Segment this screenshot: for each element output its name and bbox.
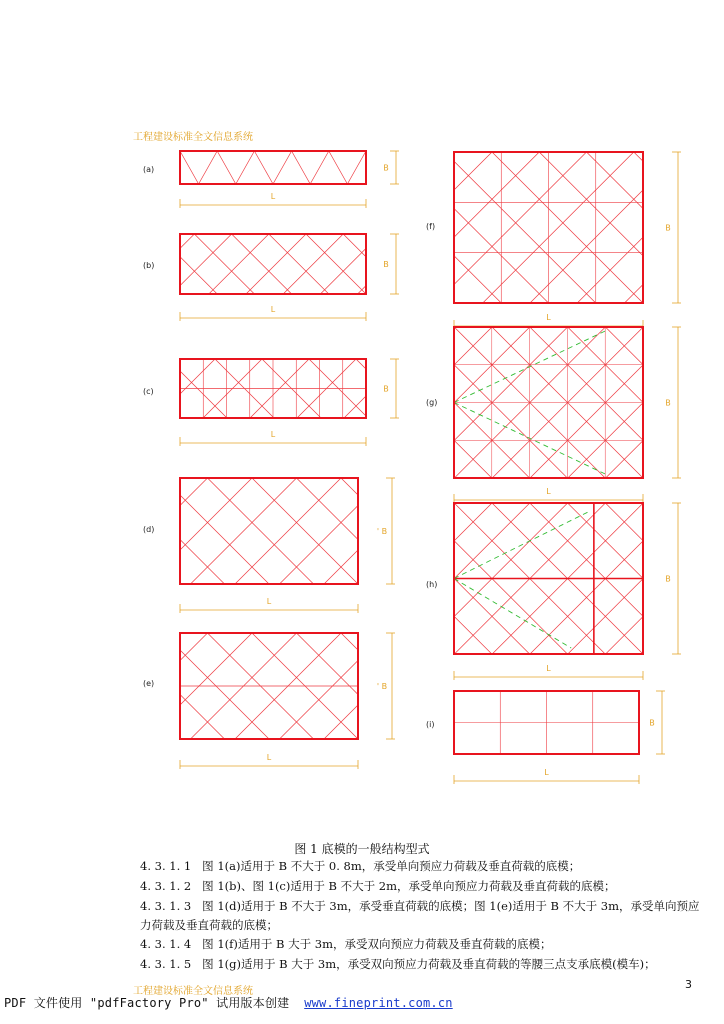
figure-caption: 图 1 底模的一般结构型式: [294, 842, 430, 856]
panel-g-dim-l-label: L: [546, 487, 551, 496]
clause-text: 图 1(g)适用于 B 大于 3m，承受双向预应力荷载及垂直荷载的等腰三点支承底模(模车)；: [202, 957, 656, 971]
panel-a-dim-l-label: L: [270, 192, 276, 201]
clause-4-3-1-3: [140, 897, 710, 935]
lattice-line: [310, 151, 329, 184]
clause-number: 4. 3. 1. 1: [140, 859, 192, 873]
footer-text: PDF 文件使用 "pdfFactory Pro" 试用版本创建: [4, 996, 290, 1010]
lattice-line: [539, 152, 643, 256]
panel-d-label: (d): [143, 525, 155, 534]
panel-f-label: (f): [426, 222, 436, 231]
lattice-line: [180, 234, 232, 286]
panel-h-label: (h): [426, 580, 438, 589]
footer-link[interactable]: www.fineprint.com.cn: [304, 996, 453, 1010]
lattice-line: [344, 396, 366, 418]
lattice-line: [454, 152, 587, 285]
panel-b-dim-b-label: B: [383, 260, 389, 269]
panel-h-dim-l-label: L: [546, 664, 551, 673]
lattice-line: [329, 151, 348, 184]
panel-h-dim-b-label: B: [665, 574, 671, 584]
panel-a-lattice: [180, 151, 366, 184]
clause-text: 图 1(f)适用于 B 大于 3m，承受双向预应力荷载及垂直荷载的底模；: [202, 937, 552, 951]
panel-e-dim-l-label: L: [266, 753, 272, 762]
lattice-line: [194, 234, 254, 294]
panel-i-label: (i): [426, 720, 435, 729]
lattice-line: [180, 257, 217, 294]
lattice-line: [454, 152, 539, 237]
lattice-line: [180, 695, 225, 740]
clause-4-3-1-1: [140, 857, 710, 876]
lattice-line: [252, 478, 358, 584]
lattice-line: [347, 151, 366, 184]
clause-number: 4. 3. 1. 3: [140, 899, 192, 913]
lattice-line: [180, 633, 252, 705]
lattice-line: [180, 478, 252, 550]
lattice-line: [254, 151, 273, 184]
lattice-line: [343, 234, 366, 257]
panel-g-label: (g): [426, 398, 438, 407]
clause-4-3-1-5: [140, 955, 710, 974]
panel-e-dim-b-label: ' B: [376, 682, 388, 691]
clause-4-3-1-4: [140, 935, 710, 954]
panel-f-dim-b-label: B: [665, 223, 671, 233]
lattice-line: [208, 478, 314, 584]
lattice-line: [341, 478, 358, 495]
lattice-line: [297, 478, 359, 540]
panel-a-label: (a): [143, 165, 155, 174]
lattice-line: [454, 161, 596, 303]
lattice-line: [634, 152, 643, 161]
panel-d-dim-l-label: L: [266, 597, 272, 606]
lattice-line: [492, 152, 643, 303]
panel-c-label: (c): [143, 387, 154, 396]
clause-number: 4. 3. 1. 5: [140, 957, 192, 971]
lattice-line: [180, 478, 208, 506]
panel-e-label: (e): [143, 679, 155, 688]
panel-c-dim-l-label: L: [270, 430, 276, 439]
clause-text: 图 1(a)适用于 B 不大于 0. 8m，承受单向预应力荷载及垂直荷载的底模；: [202, 859, 581, 873]
lattice-line: [180, 540, 225, 585]
lattice-line: [341, 633, 358, 650]
panel-d-lattice: [180, 478, 358, 584]
lattice-line: [180, 650, 269, 739]
panel-a-dim-b-label: B: [383, 163, 389, 173]
panel-b-label: (b): [143, 261, 155, 270]
clause-4-3-1-2: [140, 877, 710, 896]
panel-g-dim-b-label: B: [665, 398, 671, 408]
pdf-footer: [4, 994, 453, 1011]
lattice-line: [217, 151, 236, 184]
panel-b-lattice: [180, 234, 366, 294]
lattice-line: [236, 151, 255, 184]
lattice-line: [283, 234, 343, 294]
panel-h-dashed: [454, 579, 571, 649]
panel-d-dim-b-label: ' B: [376, 527, 388, 536]
lattice-line: [199, 151, 218, 184]
panel-b-dim-l-label: L: [270, 305, 276, 314]
lattice-line: [235, 478, 341, 584]
watermark-top: 工程建设标准全文信息系统: [133, 132, 253, 143]
panel-i-dim-b-label: B: [649, 718, 655, 728]
lattice-line: [180, 151, 199, 184]
page-number: 3: [685, 978, 692, 991]
lattice-line: [297, 633, 359, 695]
lattice-line: [232, 234, 292, 294]
lattice-line: [292, 151, 311, 184]
lattice-line: [587, 152, 644, 209]
panel-f-dim-l-label: L: [546, 313, 551, 322]
lattice-line: [180, 234, 194, 248]
lattice-line: [273, 151, 292, 184]
lattice-line: [306, 234, 366, 294]
lattice-line: [180, 495, 269, 584]
clause-text: 图 1(b)、图 1(c)适用于 B 不大于 2m，承受单向预应力荷载及垂直荷载的底模；: [202, 879, 616, 893]
panel-i-dim-l-label: L: [544, 768, 549, 777]
panel-h-dashed: [454, 511, 590, 579]
lattice-line: [209, 234, 269, 294]
lattice-line: [246, 234, 306, 294]
lattice-line: [454, 152, 492, 190]
lattice-line: [356, 359, 366, 369]
clause-text: 图 1(d)适用于 B 不大于 3m，承受垂直荷载的底模；图 1(e)适用于 B 不大于 3m，承受单向预应力荷载及垂直荷载的底模；: [140, 899, 700, 932]
panel-c-dim-b-label: B: [383, 384, 389, 394]
lattice-line: [191, 478, 297, 584]
lattice-line: [483, 152, 634, 303]
lattice-line: [454, 256, 501, 303]
lattice-line: [269, 234, 329, 294]
clause-number: 4. 3. 1. 2: [140, 879, 192, 893]
lattice-line: [309, 359, 366, 416]
clause-number: 4. 3. 1. 4: [140, 937, 192, 951]
lattice-line: [180, 633, 208, 661]
watermark-bottom: 工程建设标准全文信息系统: [133, 986, 253, 997]
